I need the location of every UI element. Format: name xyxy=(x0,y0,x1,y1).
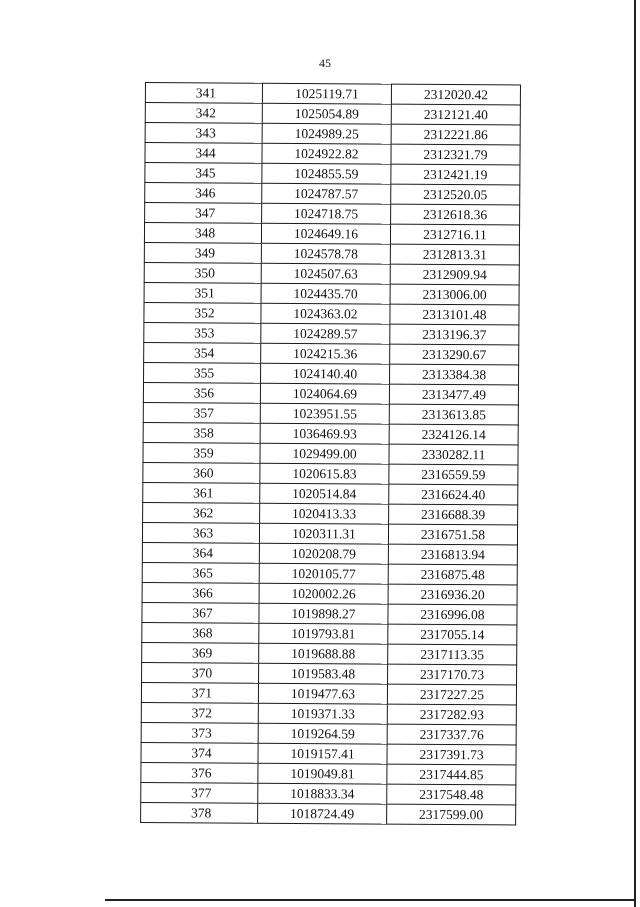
page-edge-right xyxy=(634,0,636,907)
y-coordinate-cell: 2317599.00 xyxy=(387,804,516,825)
point-number-cell: 359 xyxy=(143,442,260,463)
table-row xyxy=(141,762,516,784)
x-coordinate-cell: 1018724.49 xyxy=(258,803,387,824)
y-coordinate-cell: 2317337.76 xyxy=(387,724,516,745)
x-coordinate-cell: 1025054.89 xyxy=(262,103,391,124)
coordinate-table-body xyxy=(141,83,521,825)
table-row xyxy=(145,183,520,205)
point-number-cell: 355 xyxy=(144,362,261,383)
x-coordinate-cell: 1025119.71 xyxy=(262,83,391,104)
x-coordinate-cell: 1024289.57 xyxy=(261,323,390,344)
y-coordinate-cell: 2317444.85 xyxy=(387,764,516,785)
point-number-cell: 370 xyxy=(142,662,259,683)
y-coordinate-cell: 2324126.14 xyxy=(389,424,518,445)
point-number-cell: 366 xyxy=(142,582,259,603)
y-coordinate-cell: 2312909.94 xyxy=(390,264,519,285)
y-coordinate-cell: 2317227.25 xyxy=(387,684,516,705)
y-coordinate-cell: 2313290.67 xyxy=(390,344,519,365)
x-coordinate-cell: 1019477.63 xyxy=(258,683,387,704)
x-coordinate-cell: 1019898.27 xyxy=(259,603,388,624)
table-row xyxy=(142,562,517,584)
point-number-cell: 369 xyxy=(142,642,259,663)
x-coordinate-cell: 1024855.59 xyxy=(262,163,391,184)
x-coordinate-cell: 1029499.00 xyxy=(260,443,389,464)
y-coordinate-cell: 2330282.11 xyxy=(389,444,518,465)
table-row xyxy=(142,602,517,624)
point-number-cell: 350 xyxy=(144,262,261,283)
table-row xyxy=(143,442,518,464)
coordinate-table-container xyxy=(140,82,513,825)
point-number-cell: 347 xyxy=(145,203,262,224)
y-coordinate-cell: 2312321.79 xyxy=(391,144,520,165)
y-coordinate-cell: 2317170.73 xyxy=(388,664,517,685)
y-coordinate-cell: 2316624.40 xyxy=(389,484,518,505)
point-number-cell: 373 xyxy=(141,722,258,743)
table-row xyxy=(141,742,516,764)
x-coordinate-cell: 1024989.25 xyxy=(262,123,391,144)
point-number-cell: 346 xyxy=(145,183,262,204)
y-coordinate-cell: 2316559.59 xyxy=(389,464,518,485)
table-row xyxy=(143,462,518,484)
y-coordinate-cell: 2317055.14 xyxy=(388,624,517,645)
x-coordinate-cell: 1024507.63 xyxy=(261,263,390,284)
x-coordinate-cell: 1020105.77 xyxy=(259,563,388,584)
table-row xyxy=(144,342,519,364)
point-number-cell: 352 xyxy=(144,302,261,323)
table-row xyxy=(141,722,516,744)
table-row xyxy=(142,522,517,544)
x-coordinate-cell: 1020514.84 xyxy=(260,483,389,504)
x-coordinate-cell: 1020413.33 xyxy=(260,503,389,524)
y-coordinate-cell: 2313613.85 xyxy=(389,404,518,425)
point-number-cell: 368 xyxy=(142,622,259,643)
x-coordinate-cell: 1024435.70 xyxy=(261,283,390,304)
x-coordinate-cell: 1024140.40 xyxy=(261,363,390,384)
point-number-cell: 372 xyxy=(141,702,258,723)
point-number-cell: 351 xyxy=(144,282,261,303)
x-coordinate-cell: 1020002.26 xyxy=(259,583,388,604)
table-row xyxy=(142,642,517,664)
y-coordinate-cell: 2317113.35 xyxy=(388,644,517,665)
point-number-cell: 344 xyxy=(145,143,262,164)
table-row xyxy=(145,143,520,165)
y-coordinate-cell: 2313006.00 xyxy=(390,284,519,305)
table-row xyxy=(144,262,519,284)
y-coordinate-cell: 2317282.93 xyxy=(387,704,516,725)
y-coordinate-cell: 2313196.37 xyxy=(390,324,519,345)
table-row xyxy=(145,163,520,185)
x-coordinate-cell: 1024922.82 xyxy=(262,143,391,164)
table-row xyxy=(145,103,520,125)
point-number-cell: 367 xyxy=(142,602,259,623)
point-number-cell: 377 xyxy=(141,782,258,803)
table-row xyxy=(142,622,517,644)
table-row xyxy=(142,582,517,604)
x-coordinate-cell: 1023951.55 xyxy=(260,403,389,424)
point-number-cell: 357 xyxy=(143,402,260,423)
table-row xyxy=(143,402,518,424)
point-number-cell: 356 xyxy=(143,382,260,403)
coordinate-table xyxy=(140,82,521,825)
point-number-cell: 343 xyxy=(145,123,262,144)
x-coordinate-cell: 1024787.57 xyxy=(262,183,391,204)
y-coordinate-cell: 2313101.48 xyxy=(390,304,519,325)
page-number: 45 xyxy=(319,56,331,70)
x-coordinate-cell: 1019157.41 xyxy=(258,743,387,764)
y-coordinate-cell: 2316875.48 xyxy=(388,564,517,585)
y-coordinate-cell: 2312421.19 xyxy=(391,164,520,185)
table-row xyxy=(143,482,518,504)
table-row xyxy=(141,782,516,804)
table-row xyxy=(141,802,516,824)
y-coordinate-cell: 2312520.05 xyxy=(391,184,520,205)
table-row xyxy=(144,282,519,304)
point-number-cell: 354 xyxy=(144,342,261,363)
table-row xyxy=(144,302,519,324)
y-coordinate-cell: 2316751.58 xyxy=(388,524,517,545)
y-coordinate-cell: 2316813.94 xyxy=(388,544,517,565)
table-row xyxy=(144,362,519,384)
table-row xyxy=(145,203,520,225)
point-number-cell: 345 xyxy=(145,163,262,184)
y-coordinate-cell: 2313384.38 xyxy=(390,364,519,385)
y-coordinate-cell: 2312716.11 xyxy=(390,224,519,245)
point-number-cell: 361 xyxy=(143,482,260,503)
x-coordinate-cell: 1019793.81 xyxy=(259,623,388,644)
y-coordinate-cell: 2316996.08 xyxy=(388,604,517,625)
point-number-cell: 365 xyxy=(142,562,259,583)
y-coordinate-cell: 2312121.40 xyxy=(391,104,520,125)
x-coordinate-cell: 1024363.02 xyxy=(261,303,390,324)
table-row xyxy=(142,662,517,684)
point-number-cell: 353 xyxy=(144,322,261,343)
y-coordinate-cell: 2312618.36 xyxy=(391,204,520,225)
table-row xyxy=(143,422,518,444)
table-row xyxy=(141,702,516,724)
table-row xyxy=(144,322,519,344)
table-row xyxy=(141,682,516,704)
table-row xyxy=(143,502,518,524)
x-coordinate-cell: 1024215.36 xyxy=(261,343,390,364)
point-number-cell: 371 xyxy=(141,682,258,703)
point-number-cell: 341 xyxy=(145,83,262,104)
x-coordinate-cell: 1024649.16 xyxy=(261,223,390,244)
point-number-cell: 348 xyxy=(144,223,261,244)
y-coordinate-cell: 2312813.31 xyxy=(390,244,519,265)
y-coordinate-cell: 2317548.48 xyxy=(387,784,516,805)
table-row xyxy=(145,83,520,105)
y-coordinate-cell: 2312221.86 xyxy=(391,124,520,145)
x-coordinate-cell: 1019371.33 xyxy=(258,703,387,724)
y-coordinate-cell: 2313477.49 xyxy=(389,384,518,405)
point-number-cell: 364 xyxy=(142,542,259,563)
x-coordinate-cell: 1024718.75 xyxy=(262,203,391,224)
table-row xyxy=(144,223,519,245)
y-coordinate-cell: 2316688.39 xyxy=(389,504,518,525)
x-coordinate-cell: 1018833.34 xyxy=(258,783,387,804)
point-number-cell: 358 xyxy=(143,422,260,443)
point-number-cell: 376 xyxy=(141,762,258,783)
table-row xyxy=(144,242,519,264)
point-number-cell: 349 xyxy=(144,242,261,263)
x-coordinate-cell: 1019583.48 xyxy=(259,663,388,684)
x-coordinate-cell: 1020311.31 xyxy=(259,523,388,544)
page-edge-bottom xyxy=(105,899,636,901)
point-number-cell: 378 xyxy=(141,802,258,823)
x-coordinate-cell: 1019264.59 xyxy=(258,723,387,744)
point-number-cell: 363 xyxy=(142,522,259,543)
y-coordinate-cell: 2312020.42 xyxy=(391,84,520,105)
x-coordinate-cell: 1019049.81 xyxy=(258,763,387,784)
y-coordinate-cell: 2316936.20 xyxy=(388,584,517,605)
table-row xyxy=(145,123,520,145)
x-coordinate-cell: 1024578.78 xyxy=(261,243,390,264)
y-coordinate-cell: 2317391.73 xyxy=(387,744,516,765)
table-row xyxy=(142,542,517,564)
x-coordinate-cell: 1024064.69 xyxy=(260,383,389,404)
x-coordinate-cell: 1020615.83 xyxy=(260,463,389,484)
point-number-cell: 374 xyxy=(141,742,258,763)
table-row xyxy=(143,382,518,404)
point-number-cell: 360 xyxy=(143,462,260,483)
point-number-cell: 342 xyxy=(145,103,262,124)
x-coordinate-cell: 1036469.93 xyxy=(260,423,389,444)
x-coordinate-cell: 1020208.79 xyxy=(259,543,388,564)
x-coordinate-cell: 1019688.88 xyxy=(259,643,388,664)
point-number-cell: 362 xyxy=(143,502,260,523)
